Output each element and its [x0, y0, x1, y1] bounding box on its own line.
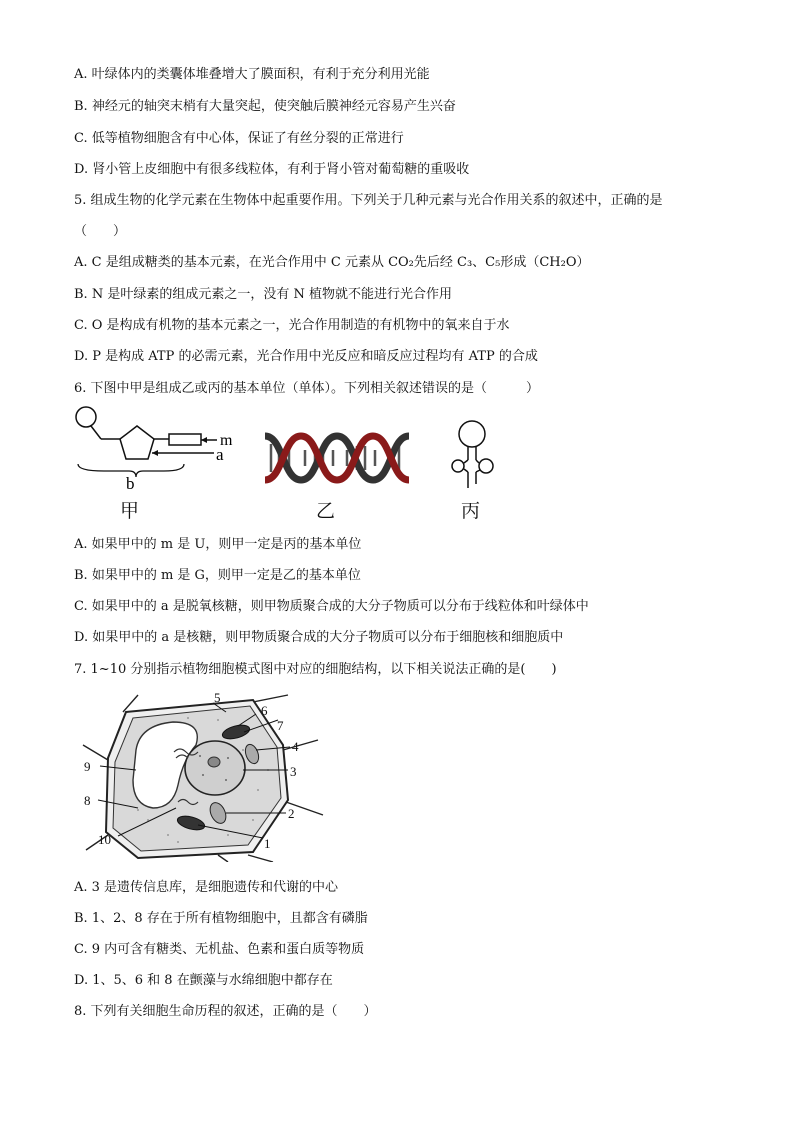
q7-stem: 7. 1~10 分别指示植物细胞模式图中对应的细胞结构，以下相关说法正确的是( ): [74, 662, 557, 677]
cell-label-9: 9: [84, 759, 91, 774]
q6-option-a: A. 如果甲中的 m 是 U，则甲一定是丙的基本单位: [74, 537, 362, 552]
q5-option-b: B. N 是叶绿素的组成元素之一，没有 N 植物就不能进行光合作用: [74, 287, 452, 302]
dna-double-helix-figure: [265, 428, 410, 488]
trna-cloverleaf-figure: [438, 418, 508, 496]
q4-option-b: B. 神经元的轴突末梢有大量突起，使突触后膜神经元容易产生兴奋: [74, 99, 456, 114]
q5-option-d: D. P 是构成 ATP 的必需元素，光合作用中光反应和暗反应过程均有 ATP 的合成: [74, 349, 538, 364]
q7-option-d: D. 1、5、6 和 8 在颤藻与水绵细胞中都存在: [74, 973, 333, 988]
cell-label-10: 10: [98, 832, 111, 847]
cell-label-7: 7: [277, 718, 284, 733]
cell-label-3: 3: [290, 764, 297, 779]
q8-stem: 8. 下列有关细胞生命历程的叙述，正确的是（ ）: [74, 1004, 377, 1019]
q4-option-a: A. 叶绿体内的类囊体堆叠增大了膜面积，有利于充分利用光能: [74, 67, 430, 82]
q5-stem: 5. 组成生物的化学元素在生物体中起重要作用。下列关于几种元素与光合作用关系的叙述中，正确的是: [74, 193, 663, 208]
q5-option-a: A. C 是组成糖类的基本元素，在光合作用中 C 元素从 CO₂先后经 C₃、C₅形成（CH₂O）: [74, 255, 590, 270]
figure-label-m: m: [220, 432, 233, 449]
cell-label-8: 8: [84, 793, 91, 808]
q5-option-c: C. O 是构成有机物的基本元素之一，光合作用制造的有机物中的氧来自于水: [74, 318, 510, 333]
q6-option-b: B. 如果甲中的 m 是 G，则甲一定是乙的基本单位: [74, 568, 361, 583]
cell-label-5: 5: [214, 690, 221, 705]
figure-caption-bing: 丙: [461, 500, 481, 522]
q7-option-c: C. 9 内可含有糖类、无机盐、色素和蛋白质等物质: [74, 942, 365, 957]
q7-option-b: B. 1、2、8 存在于所有植物细胞中，且都含有磷脂: [74, 911, 368, 926]
cell-label-1: 1: [264, 836, 271, 851]
figure-caption-jia: 甲: [120, 500, 140, 522]
cell-label-4: 4: [292, 739, 299, 754]
figure-label-a: a: [216, 445, 224, 464]
cell-label-6: 6: [261, 703, 268, 718]
q5-blank: （ ）: [74, 224, 127, 239]
q7-option-a: A. 3 是遗传信息库，是细胞遗传和代谢的中心: [74, 880, 339, 895]
q4-option-c: C. 低等植物细胞含有中心体，保证了有丝分裂的正常进行: [74, 131, 404, 146]
plant-cell-figure: [78, 690, 328, 862]
nucleotide-figure: [74, 406, 254, 491]
figure-caption-yi: 乙: [316, 500, 336, 522]
q6-stem: 6. 下图中甲是组成乙或丙的基本单位（单体）。下列相关叙述错误的是（ ）: [74, 381, 540, 396]
q4-option-d: D. 肾小管上皮细胞中有很多线粒体，有利于肾小管对葡萄糖的重吸收: [74, 162, 470, 177]
cell-label-2: 2: [288, 806, 295, 821]
figure-label-b: b: [126, 474, 135, 491]
q6-option-c: C. 如果甲中的 a 是脱氧核糖，则甲物质聚合成的大分子物质可以分布于线粒体和叶绿体中: [74, 599, 589, 614]
q6-option-d: D. 如果甲中的 a 是核糖，则甲物质聚合成的大分子物质可以分布于细胞核和细胞质中: [74, 630, 564, 645]
